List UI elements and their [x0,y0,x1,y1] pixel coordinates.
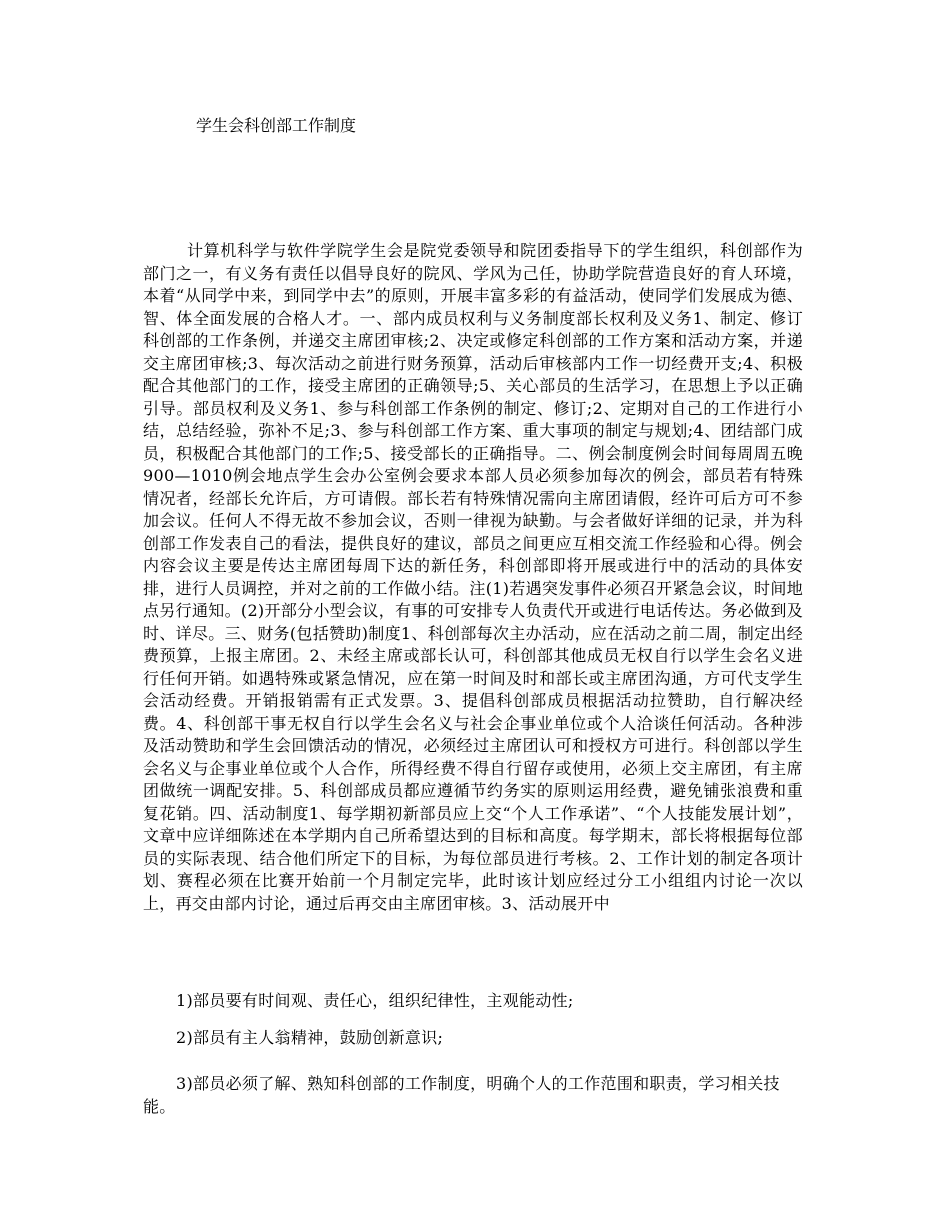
document-title: 学生会科创部工作制度 [196,116,357,135]
list-item: 2)部员有主人翁精神，鼓励创新意识; [176,1028,444,1047]
list-item: 3)部员必须了解、熟知科创部的工作制度，明确个人的工作范围和职责，学习相关技能。 [143,1074,780,1116]
list-item: 1)部员要有时间观、责任心，组织纪律性，主观能动性; [176,991,574,1010]
body-paragraph: 计算机科学与软件学院学生会是院党委领导和院团委指导下的学生组织，科创部作为部门之一，有义务有责任以倡导良好的院风、学风为己任，协助学院营造良好的育人环境，本着“从同学中来，到同学中去”的原则，开展丰富多彩的有益活动，使同学们发展成为德、智、体全面发展的合格人才。一、部内成员权利与义务制度部长权利及义务1、制定、修订科创部的工作条例，并递交主席团审核;2、决定或修定科创部的工作方案和活动方案，并递交主席团审核;3、每次活动之前进行财务预算，活动后审核部内工作一切经费开支;4、积极配合其他部门的工作，接受主席团的正确领导;5、关心部员的生活学习，在思想上予以正确引导。部员权利及义务1、参与科创部工作条例的制定、修订;2、定期对自己的工作进行小结，总结经验，弥补不足;3、参与科创部工作方案、重大事项的制定与规划;4、团结部门成员，积极配合其他部门的工作;5、接受部长的正确指导。二、例会制度例会时间每周周五晚900—1010例会地点学生会办公室例会要求本部人员必须参加每次的例会，部员若有特殊情况者，经部长允许后，方可请假。部长若有特殊情况需向主席团请假，经许可后方可不参加会议。任何人不得无故不参加会议，否则一律视为缺勤。与会者做好详细的记录，并为科创部工作发表自己的看法，提供良好的建议，部员之间更应互相交流工作经验和心得。例会内容会议主要是传达主席团每周下达的新任务，科创部即将开展或进行中的活动的具体安排，进行人员调控，并对之前的工作做小结。注(1)若遇突发事件必须召开紧急会议，时间地点另行通知。(2)开部分小型会议，有事的可安排专人负责代开或进行电话传达。务必做到及时、详尽。三、财务(包括赞助)制度1、科创部每次主办活动，应在活动之前二周，制定出经费预算，上报主席团。2、未经主席或部长认可，科创部其他成员无权自行以学生会名义进行任何开销。如遇特殊或紧急情况，应在第一时间及时和部长或主席团沟通，方可代支学生会活动经费。开销报销需有正式发票。3、提倡科创部成员根据活动拉赞助，自行解决经费。4、科创部干事无权自行以学生会名义与社会企事业单位或个人洽谈任何活动。各种涉及活动赞助和学生会回馈活动的情况，必须经过主席团认可和授权方可进行。科创部以学生会名义与企事业单位或个人合作，所得经费不得自行留存或使用，必须上交主席团，有主席团做统一调配安排。5、科创部成员都应遵循节约务实的原则运用经费，避免铺张浪费和重复花销。四、活动制度1、每学期初新部员应上交“个人工作承诺”、“个人技能发展计划”，文章中应详细陈述在本学期内自己所希望达到的目标和高度。每学期末，部长将根据每位部员的实际表现、结合他们所定下的目标，为每位部员进行考核。2、工作计划的制定各项计划、赛程必须在比赛开始前一个月制定完毕，此时该计划应经过分工小组组内讨论一次以上，再交由部内讨论，通过后再交由主席团审核。3、活动展开中 [143,241,803,913]
